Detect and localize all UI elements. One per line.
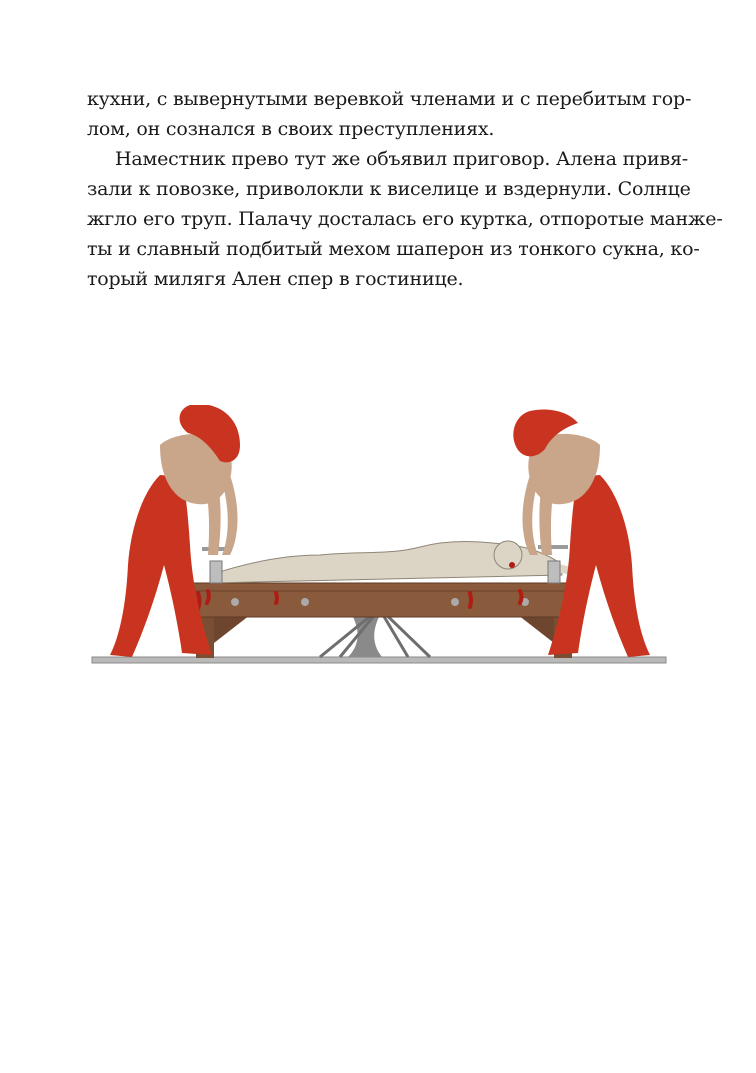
text-block bbox=[87, 84, 723, 294]
text-line: лом, он сознался в своих преступлениях. bbox=[87, 118, 495, 140]
rack-illustration bbox=[90, 405, 670, 675]
text-line: Наместник прево тут же объявил приговор. Алена привя- bbox=[115, 148, 688, 170]
rope-post-right bbox=[548, 561, 560, 583]
table-brace-right bbox=[518, 615, 554, 643]
victim-head bbox=[494, 541, 522, 569]
text-line: ты и славный подбитый мехом шаперон из тонкого сукна, ко- bbox=[87, 238, 700, 260]
paragraph-1 bbox=[87, 84, 692, 144]
text-line: жгло его труп. Палачу досталась его куртка, отпоротые манже- bbox=[87, 208, 723, 230]
blood-stain bbox=[509, 562, 515, 568]
rope-post-left bbox=[210, 561, 222, 583]
bolt bbox=[451, 598, 459, 606]
text-line: зали к повозке, приволокли к виселице и вздернули. Солнце bbox=[87, 178, 691, 200]
bolt bbox=[231, 598, 239, 606]
ground-plank bbox=[92, 657, 666, 663]
bolt bbox=[301, 598, 309, 606]
text-line: торый милягя Ален спер в гостинице. bbox=[87, 268, 464, 290]
table-brace-left bbox=[214, 615, 250, 643]
paragraph-2 bbox=[87, 144, 723, 294]
text-line: кухни, с вывернутыми веревкой членами и с перебитым гор- bbox=[87, 88, 692, 110]
